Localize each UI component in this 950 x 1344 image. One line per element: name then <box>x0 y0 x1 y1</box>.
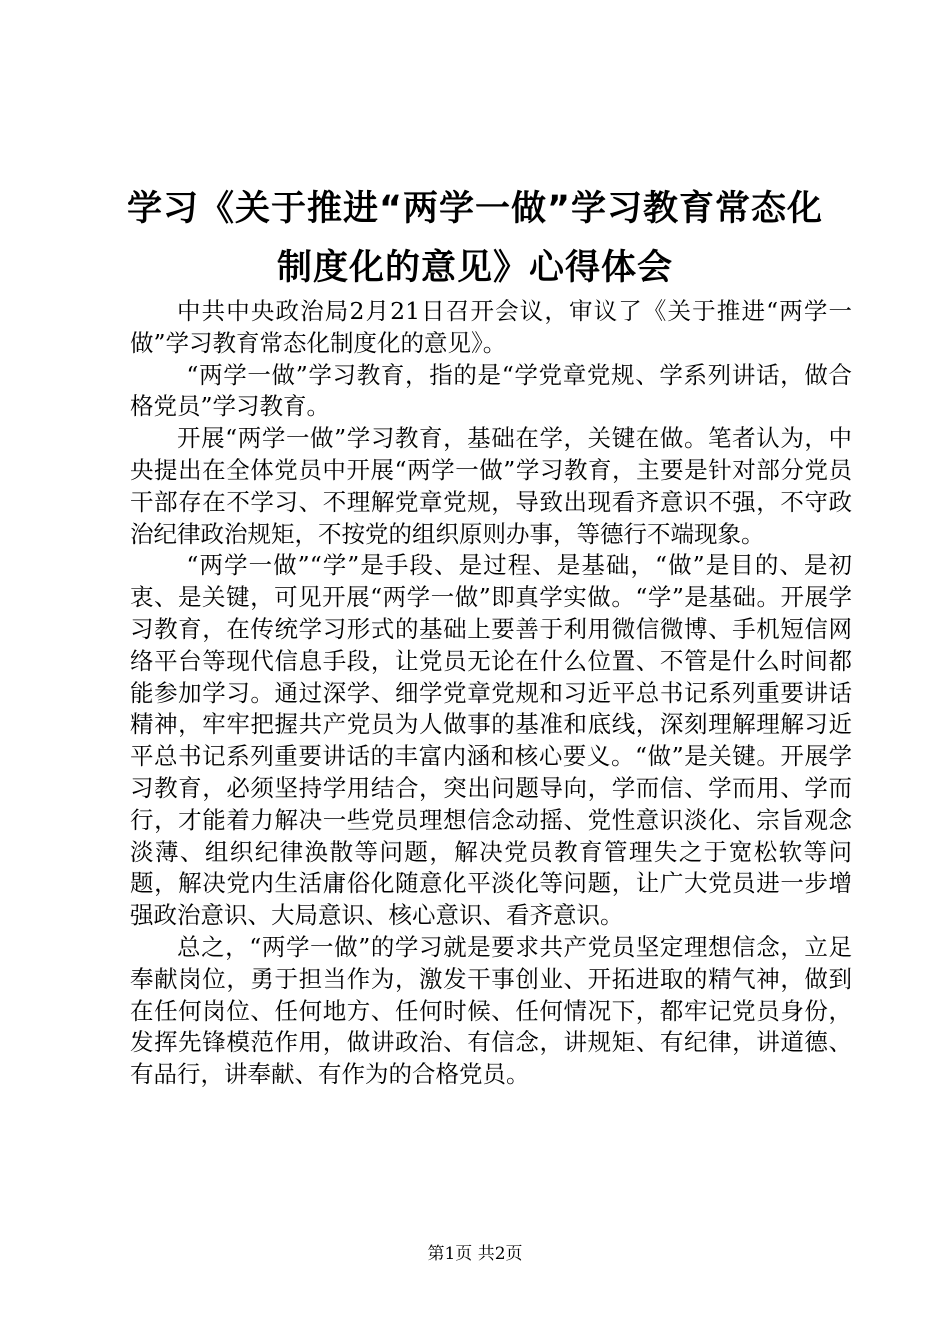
paragraph-3: 开展“两学一做”学习教育，基础在学，关键在做。笔者认为，中央提出在全体党员中开展“两学一做”学习教育，主要是针对部分党员干部存在不学习、不理解党章党规，导致出现看齐意识不强，不守政治纪律政治规矩，不按党的组织原则办事，等德行不端现象。 <box>130 424 852 548</box>
paragraph-4: “两学一做”“学”是手段、是过程、是基础，“做”是目的、是初衷、是关键，可见开展“两学一做”即真学实做。“学”是基础。开展学习教育，在传统学习形式的基础上要善于利用微信微博、手机短信网络平台等现代信息手段，让党员无论在什么位置、不管是什么时间都能参加学习。通过深学、细学党章党规和习近平总书记系列重要讲话精神，牢牢把握共产党员为人做事的基准和底线，深刻理解理解习近平总书记系列重要讲话的丰富内涵和核心要义。“做”是关键。开展学习教育，必须坚持学用结合，突出问题导向，学而信、学而用、学而行，才能着力解决一些党员理想信念动摇、党性意识淡化、宗旨观念淡薄、组织纪律涣散等问题，解决党员教育管理失之于宽松软等问题，解决党内生活庸俗化随意化平淡化等问题，让广大党员进一步增强政治意识、大局意识、核心意识、看齐意识。 <box>130 551 852 930</box>
page-title-continued: 制度化的意见》心得体会 <box>276 248 673 288</box>
paragraph-1: 中共中央政治局2月21日召开会议，审议了《关于推进“两学一做”学习教育常态化制度化的意见》。 <box>130 297 852 357</box>
paragraph-5: 总之，“两学一做”的学习就是要求共产党员坚定理想信念，立足奉献岗位，勇于担当作为，激发干事创业、开拓进取的精气神，做到在任何岗位、任何地方、任何时候、任何情况下，都牢记党员身份，发挥先锋模范作用，做讲政治、有信念，讲规矩、有纪律，讲道德、有品行，讲奉献、有作为的合格党员。 <box>130 932 852 1089</box>
document-body <box>130 296 852 1091</box>
page-number-footer: 第1页 共2页 <box>427 1244 523 1264</box>
page-title: 学习《关于推进“两学一做”学习教育常态化 <box>126 189 823 229</box>
paragraph-2: “两学一做”学习教育，指的是“学党章党规、学系列讲话，做合格党员”学习教育。 <box>130 360 852 421</box>
